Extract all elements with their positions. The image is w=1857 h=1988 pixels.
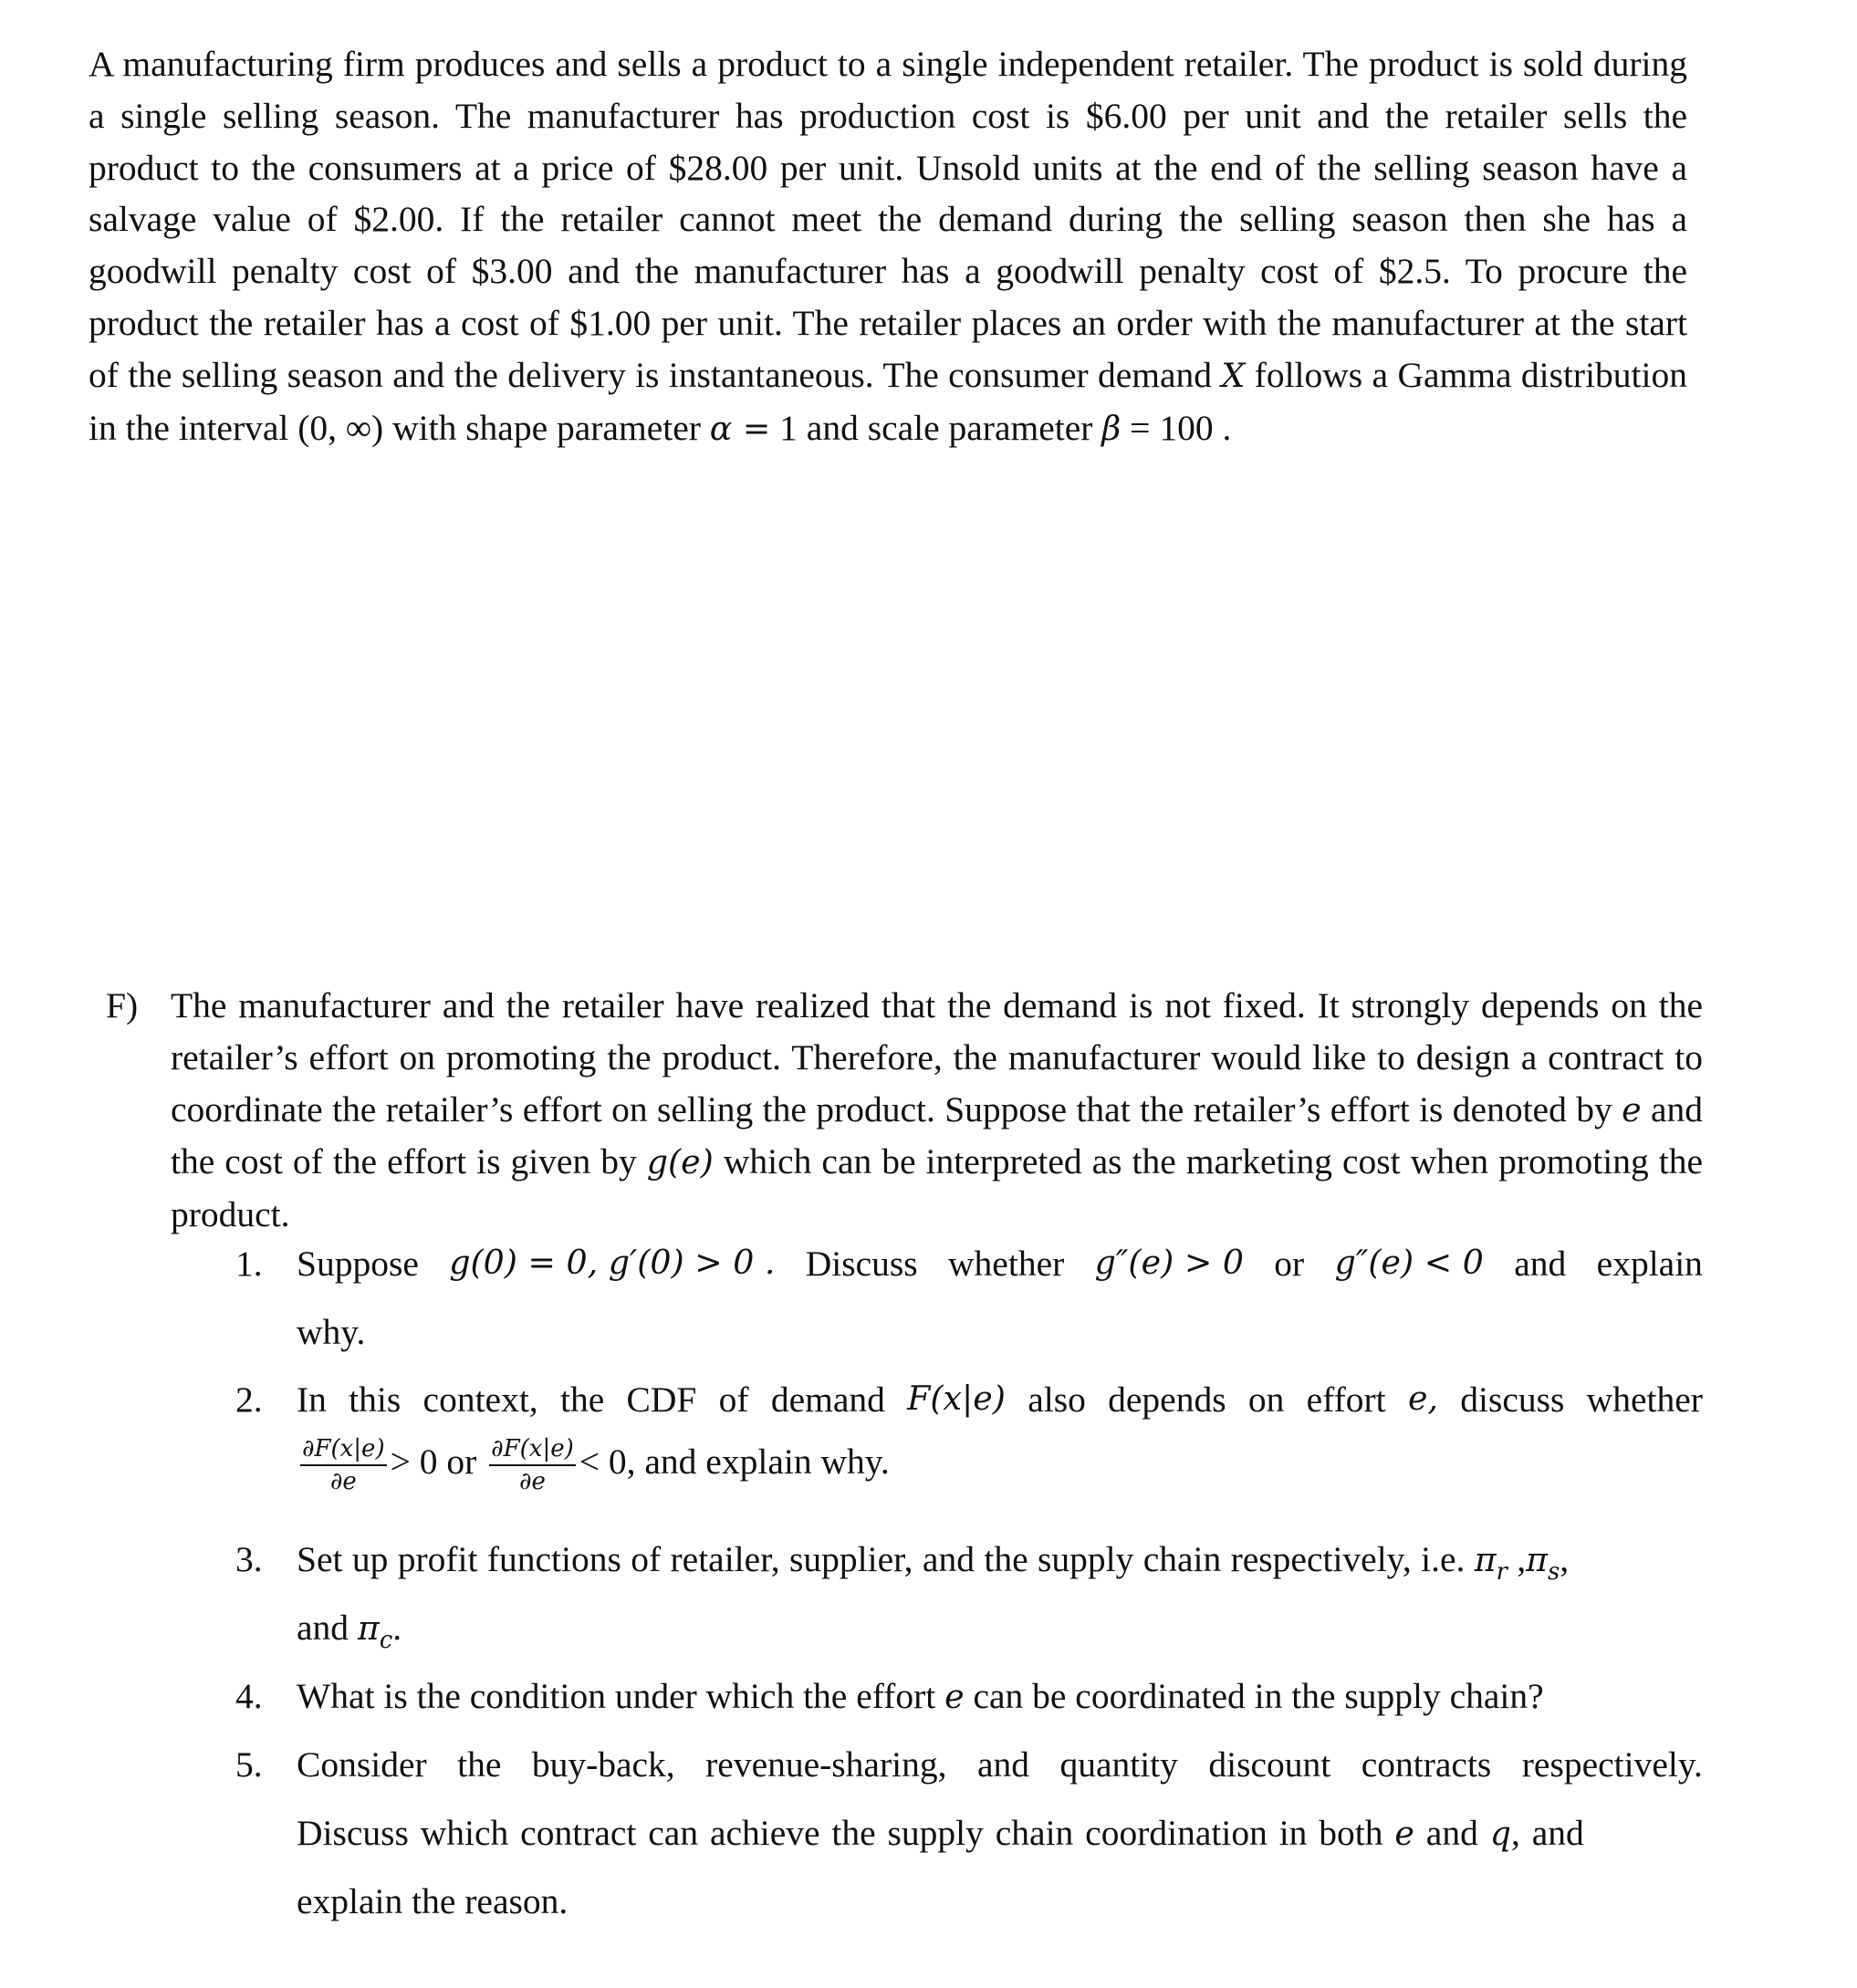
word: depends: [1108, 1379, 1226, 1420]
gt-text: > 0 or: [390, 1442, 477, 1483]
section-f-label: F): [106, 985, 139, 1025]
subscript-r: r: [1496, 1557, 1508, 1586]
item-1-line-2: why.: [297, 1312, 366, 1352]
item-1-line-1: [297, 1243, 1703, 1285]
intro-text: = 100 .: [1121, 407, 1232, 448]
word: effort: [1306, 1379, 1386, 1420]
intro-text: 1 and scale parameter: [770, 407, 1102, 448]
math-cdf: F(x|e): [907, 1379, 1006, 1418]
word: contracts: [1361, 1744, 1492, 1785]
word: In: [297, 1379, 327, 1420]
word: Discuss: [805, 1244, 918, 1284]
word: this: [349, 1379, 402, 1420]
word: context,: [423, 1379, 538, 1420]
word: of: [718, 1379, 749, 1420]
word: or: [1274, 1244, 1305, 1284]
item-5-line-2: [297, 1812, 1703, 1854]
beta-symbol: β: [1101, 408, 1122, 448]
item-number: 3.: [235, 1539, 263, 1579]
item-2-line-1: [297, 1379, 1703, 1421]
item-5-line-1: [297, 1743, 1703, 1785]
pi-symbol: π: [357, 1608, 380, 1648]
word: discuss: [1460, 1379, 1565, 1420]
word: whether: [948, 1244, 1065, 1284]
word: buy-back,: [531, 1744, 675, 1785]
partial-derivative-fraction: [489, 1435, 576, 1495]
item-number: 4.: [235, 1676, 263, 1716]
word: discount: [1208, 1744, 1331, 1785]
math-g-conditions: g(0) = 0, g′(0) > 0 .: [449, 1243, 776, 1282]
word: the: [457, 1744, 502, 1785]
pi-symbol: π: [1526, 1540, 1549, 1579]
pi-symbol: π: [1474, 1540, 1497, 1579]
word: quantity: [1059, 1744, 1178, 1785]
word: whether: [1586, 1379, 1703, 1420]
math-g2-positive: g″(e) > 0: [1094, 1243, 1244, 1282]
word: on: [1247, 1379, 1285, 1420]
item-5-line-3: explain the reason.: [297, 1881, 569, 1921]
item-3-line-1: Set up profit functions of retailer, supplier, and the supply chain respectively, i.e. $\pi_r$ $,\pi_s$,: [297, 1539, 1570, 1586]
g-of-e: g(e): [646, 1142, 714, 1182]
fraction-numerator: ∂F(x|e): [489, 1435, 576, 1466]
intro-text: follows a Gamma distribution in the interval (0, ∞) with shape parameter: [89, 354, 1687, 448]
math-g2-negative: g″(e) < 0: [1334, 1243, 1484, 1282]
partial-derivative-fraction: [300, 1435, 387, 1495]
alpha-symbol: α =: [709, 408, 771, 448]
item-number: 2.: [235, 1379, 263, 1420]
lt-text: < 0, and explain why.: [579, 1442, 890, 1483]
intro-text: A manufacturing firm produces and sells a product to a single independent retailer. The product is sold during a single selling season. The manufacturer has production cost is $6.00 per unit and the retailer sells the product to the consumers at a price of $28.00 per unit. Unsold units at the end of the selling season have a salvage value of $2.00. If the retailer cannot meet the demand during the selling season then she has a goodwill penalty cost of $3.00 and the manufacturer has a goodwill penalty cost of $2.5. To procure the product the retailer has a cost of $1.00 per unit. The retailer places an order with the manufacturer at the start of the selling season and the delivery is instantaneous. The consumer demand: [89, 44, 1687, 395]
item-4-line-1: [297, 1675, 1703, 1717]
item-text: What is the condition under which the effort: [297, 1676, 945, 1716]
var-e: e: [944, 1677, 965, 1716]
var-q: q: [1489, 1814, 1511, 1853]
section-text: and the cost of the effort is given by: [171, 1088, 1703, 1182]
section-text: The manufacturer and the retailer have realized that the demand is not fixed. It strongly depends on the retailer’s effort on promoting the product. Therefore, the manufacturer would like to design a contract to coordinate the retailer’s effort on selling the product. Suppose that the retailer’s effort is denoted by: [171, 985, 1703, 1129]
word: Consider: [297, 1744, 427, 1785]
item-text: can be coordinated in the supply chain?: [964, 1676, 1544, 1716]
word: Suppose: [297, 1244, 419, 1284]
item-2-line-2: [297, 1435, 1703, 1495]
item-3-line-2: and $\pi_c$.: [297, 1608, 402, 1654]
subscript-s: s: [1548, 1557, 1560, 1586]
word: revenue-sharing,: [705, 1744, 947, 1785]
item-text: Set up profit functions of retailer, supplier, and the supply chain respectively, i.e.: [297, 1539, 1475, 1579]
fraction-numerator: ∂F(x|e): [300, 1435, 387, 1466]
item-text: and: [297, 1608, 358, 1648]
subscript-c: c: [379, 1626, 393, 1654]
section-text: which can be interpreted as the marketing cost when promoting the product.: [171, 1141, 1704, 1235]
var-e: e: [1622, 1089, 1642, 1129]
word: and: [976, 1744, 1029, 1785]
section-f-body: [171, 980, 1703, 1241]
var-e: e,: [1407, 1379, 1438, 1418]
word: respectively.: [1521, 1744, 1703, 1785]
item-number: 5.: [235, 1744, 263, 1785]
fraction-denominator: ∂e: [519, 1468, 546, 1495]
var-e: e: [1394, 1814, 1414, 1853]
word: explain: [1596, 1244, 1703, 1284]
word: demand: [770, 1379, 885, 1420]
item-text: and: [1414, 1813, 1490, 1853]
word: the: [559, 1379, 605, 1420]
item-text: Discuss which contract can achieve the supply chain coordination in both: [297, 1813, 1395, 1853]
var-x: X: [1221, 355, 1246, 395]
word: CDF: [626, 1379, 697, 1420]
item-text: , and: [1510, 1813, 1584, 1853]
word: also: [1028, 1379, 1086, 1420]
word: and: [1514, 1244, 1567, 1284]
item-number: 1.: [235, 1244, 263, 1284]
fraction-denominator: ∂e: [329, 1468, 357, 1495]
problem-intro-paragraph: [89, 38, 1687, 454]
